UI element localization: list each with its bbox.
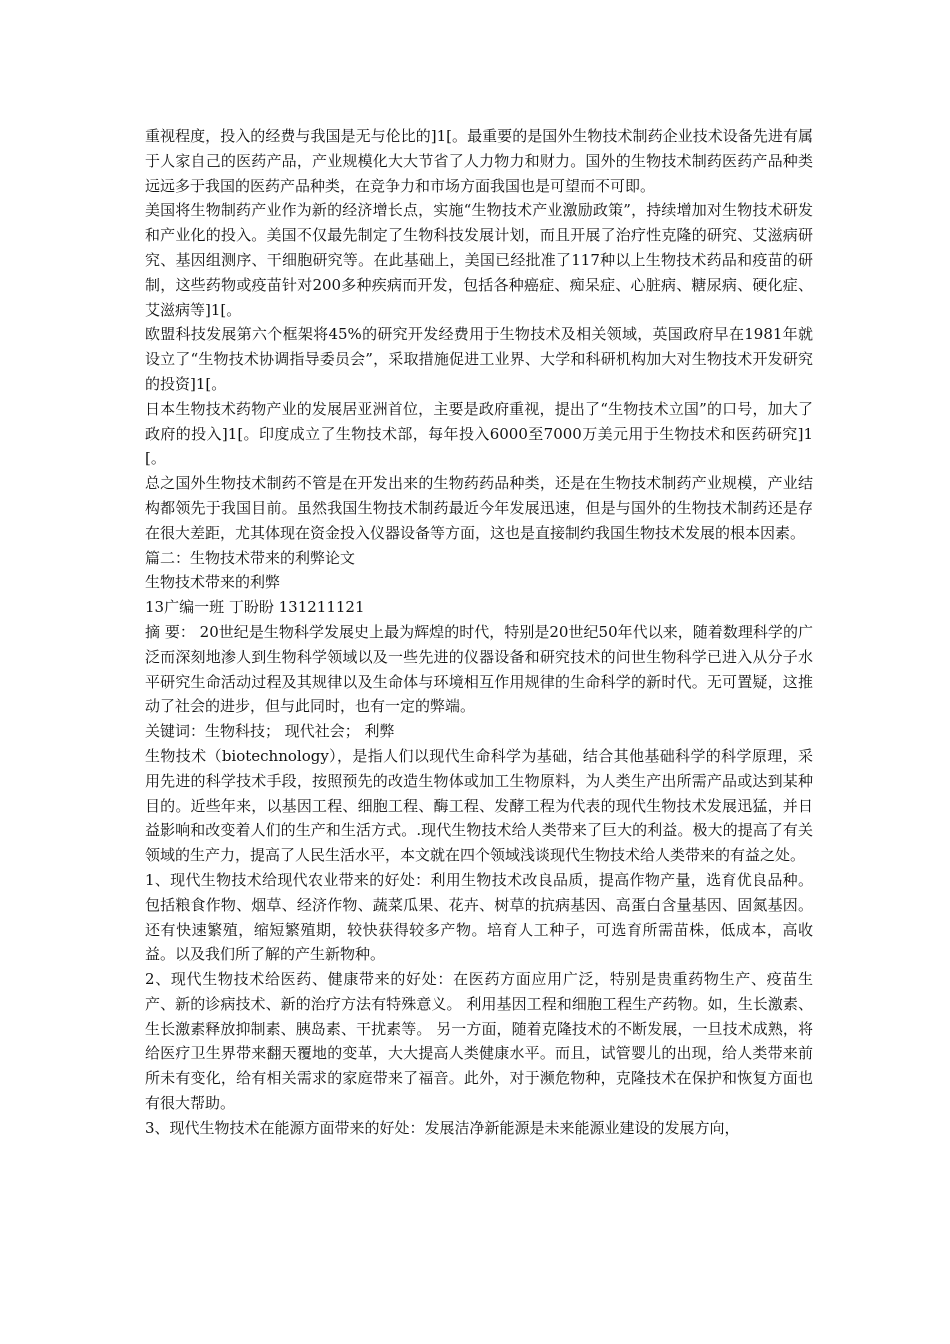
paragraph-energy: 3、现代生物技术在能源方面带来的好处：发展洁净新能源是未来能源业建设的发展方向， xyxy=(145,1118,740,1137)
author-line: 13广编一班 丁盼盼 131211121 xyxy=(145,598,365,617)
keywords: 关键词：生物科技； 现代社会； 利弊 xyxy=(145,722,395,741)
document-body xyxy=(145,124,813,1141)
paragraph-introduction: 生物技术（biotechnology），是指人们以现代生命科学为基础，结合其他基础科学的科学原理，采用先进的科学技术手段，按照预先的改造生物体或加工生物原料，为人类生产出所需产品或达到某种目的。近些年来，以基因工程、细胞工程、酶工程、发酵工程为代表的现代生物技术发展迅猛，并日益影响和改变着人们的生产和生活方式。.现代生物技术给人类带来了巨大的利益。极大的提高了有关领域的生产力，提高了人民生活水平，本文就在四个领域浅谈现代生物技术给人类带来的有益之处。 xyxy=(145,746,813,865)
paragraph-japan-india: 日本生物技术药物产业的发展居亚洲首位，主要是政府重视，提出了“生物技术立国”的口号，加大了政府的投入]1[。印度成立了生物技术部，每年投入6000至7000万美元用于生物技术和医药研究]1[。 xyxy=(145,399,813,468)
paragraph-medicine: 2、现代生物技术给医药、健康带来的好处：在医药方面应用广泛，特别是贵重药物生产、疫苗生产、新的诊病技术、新的治疗方法有特殊意义。 利用基因工程和细胞工程生产药物。如，生长激素、生长激素释放抑制素、胰岛素、干扰素等。 另一方面，随着克隆技术的不断发展，一旦技术成熟，将给医疗卫生界带来翻天覆地的变革，大大提高人类健康水平。而且，试管婴儿的出现，给人类带来前所未有变化，给有相关需求的家庭带来了福音。此外，对于濒危物种，克隆技术在保护和恢复方面也有很大帮助。 xyxy=(145,970,813,1113)
paragraph-agriculture: 1、现代生物技术给现代农业带来的好处：利用生物技术改良品质，提高作物产量，选育优良品种。包括粮食作物、烟草、经济作物、蔬菜瓜果、花卉、树草的抗病基因、高蛋白含量基因、固氮基因。还有快速繁殖，缩短繁殖期，较快获得较多产物。培育人工种子，可选育所需苗株，低成本，高收益。以及我们所了解的产生新物种。 xyxy=(145,870,813,964)
section-heading: 篇二：生物技术带来的利弊论文 xyxy=(145,548,356,567)
paragraph-eu-uk: 欧盟科技发展第六个框架将45%的研究开发经费用于生物技术及相关领域，英国政府早在1981年就设立了“生物技术协调指导委员会”，采取措施促进工业界、大学和科研机构加大对生物技术开发研究的投资]1[。 xyxy=(145,325,813,393)
paragraph-foreign-investment: 重视程度，投入的经费与我国是无与伦比的]1[。最重要的是国外生物技术制药企业技术设备先进有属于人家自己的医药产品，产业规模化大大节省了人力物力和财力。国外的生物技术制药医药产品种类远远多于我国的医药产品种类，在竞争力和市场方面我国也是可望而不可即。 xyxy=(145,127,813,195)
article-title: 生物技术带来的利弊 xyxy=(145,573,281,592)
paragraph-summary: 总之国外生物技术制药不管是在开发出来的生物药药品种类，还是在生物技术制药产业规模，产业结构都领先于我国目前。虽然我国生物技术制药最近今年发展迅速，但是与国外的生物技术制药还是存在很大差距，尤其体现在资金投入仪器设备等方面，这也是直接制约我国生物技术发展的根本因素。 xyxy=(145,474,813,542)
abstract: 摘 要： 20世纪是生物科学发展史上最为辉煌的时代，特别是20世纪50年代以来，随着数理科学的广泛而深刻地渗人到生物科学领域以及一些先进的仪器设备和研究技术的问世生物科学已进入从分子水平研究生命活动过程及其规律以及生命体与环境相互作用规律的生命科学的新时代。无可置疑，这推动了社会的进步，但与此同时，也有一定的弊端。 xyxy=(145,622,813,716)
paragraph-usa: 美国将生物制药产业作为新的经济增长点，实施“生物技术产业激励政策”，持续增加对生物技术研发和产业化的投入。美国不仅最先制定了生物科技发展计划，而且开展了治疗性克隆的研究、艾滋病研究、基因组测序、干细胞研究等。在此基础上，美国已经批准了117种以上生物技术药品和疫苗的研制，这些药物或疫苗针对200多种疾病而开发，包括各种癌症、痴呆症、心脏病、糖尿病、硬化症、艾滋病等]1[。 xyxy=(145,201,813,319)
